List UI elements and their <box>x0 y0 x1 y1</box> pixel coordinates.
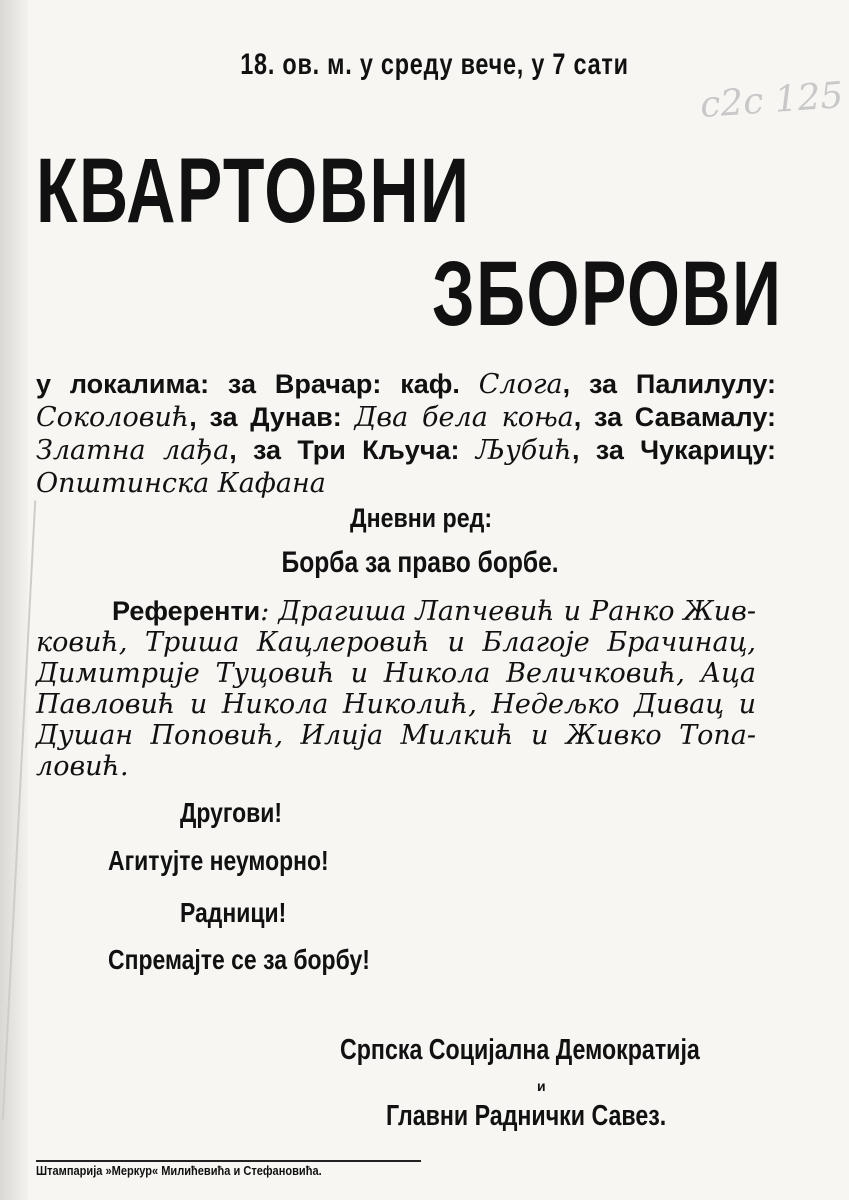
title-line-2: ЗБОРОВИ <box>432 243 783 345</box>
speakers-line-5: Душан Поповић, Илија Милкић и Живко Топа- <box>36 720 756 751</box>
title-line-1: КВАРТОВНИ <box>36 140 471 242</box>
slogan-comrades: Другови! <box>180 797 283 828</box>
archive-mark: c2c 125 <box>698 75 845 126</box>
paper-edge-shadow <box>0 0 28 1200</box>
locations-line-4: Општинска Кафана <box>36 468 326 499</box>
speakers-line-3: Димитрије Туцовић и Никола Величковић, Аца <box>36 658 756 689</box>
slogan-agitate: Агитујте неуморно! <box>108 845 329 876</box>
agenda-label: Дневни ред: <box>350 503 493 533</box>
printer-divider <box>36 1160 421 1162</box>
signature-line-1: Српска Социјална Демократија <box>340 1034 700 1066</box>
locations-block <box>36 368 776 500</box>
signature-and: и <box>537 1078 546 1094</box>
slogan-prepare: Спремајте се за борбу! <box>108 944 370 975</box>
date-time-line: 18. ов. м. у среду вече, у 7 сати <box>240 48 629 81</box>
locations-line-1: у локалима: за Врачар: каф. Слога, за Палилулу: <box>36 369 776 400</box>
agenda-text: Борба за право борбе. <box>281 546 559 579</box>
locations-line-3: Златна лађа, за Три Кључа: Љубић, за Чукарицу: <box>36 435 777 466</box>
speakers-line-6: ловић. <box>36 751 129 782</box>
locations-line-2: Соколовић, за Дунав: Два бела коња, за Савамалу: <box>36 402 776 433</box>
speakers-line-4: Павловић и Никола Николић, Недељко Дивац и <box>36 689 756 720</box>
speakers-line-1: Референти: Драгиша Лапчевић и Ранко Жив- <box>112 596 756 627</box>
speakers-line-2: ковић, Триша Кацлеровић и Благоје Брачинац, <box>36 627 756 658</box>
speakers-block <box>36 596 756 782</box>
printer-imprint: Штампарија »Меркур« Милићевића и Стефановића. <box>36 1163 322 1178</box>
signature-line-2: Главни Раднички Савез. <box>386 1100 667 1132</box>
slogan-workers: Радници! <box>180 897 287 928</box>
